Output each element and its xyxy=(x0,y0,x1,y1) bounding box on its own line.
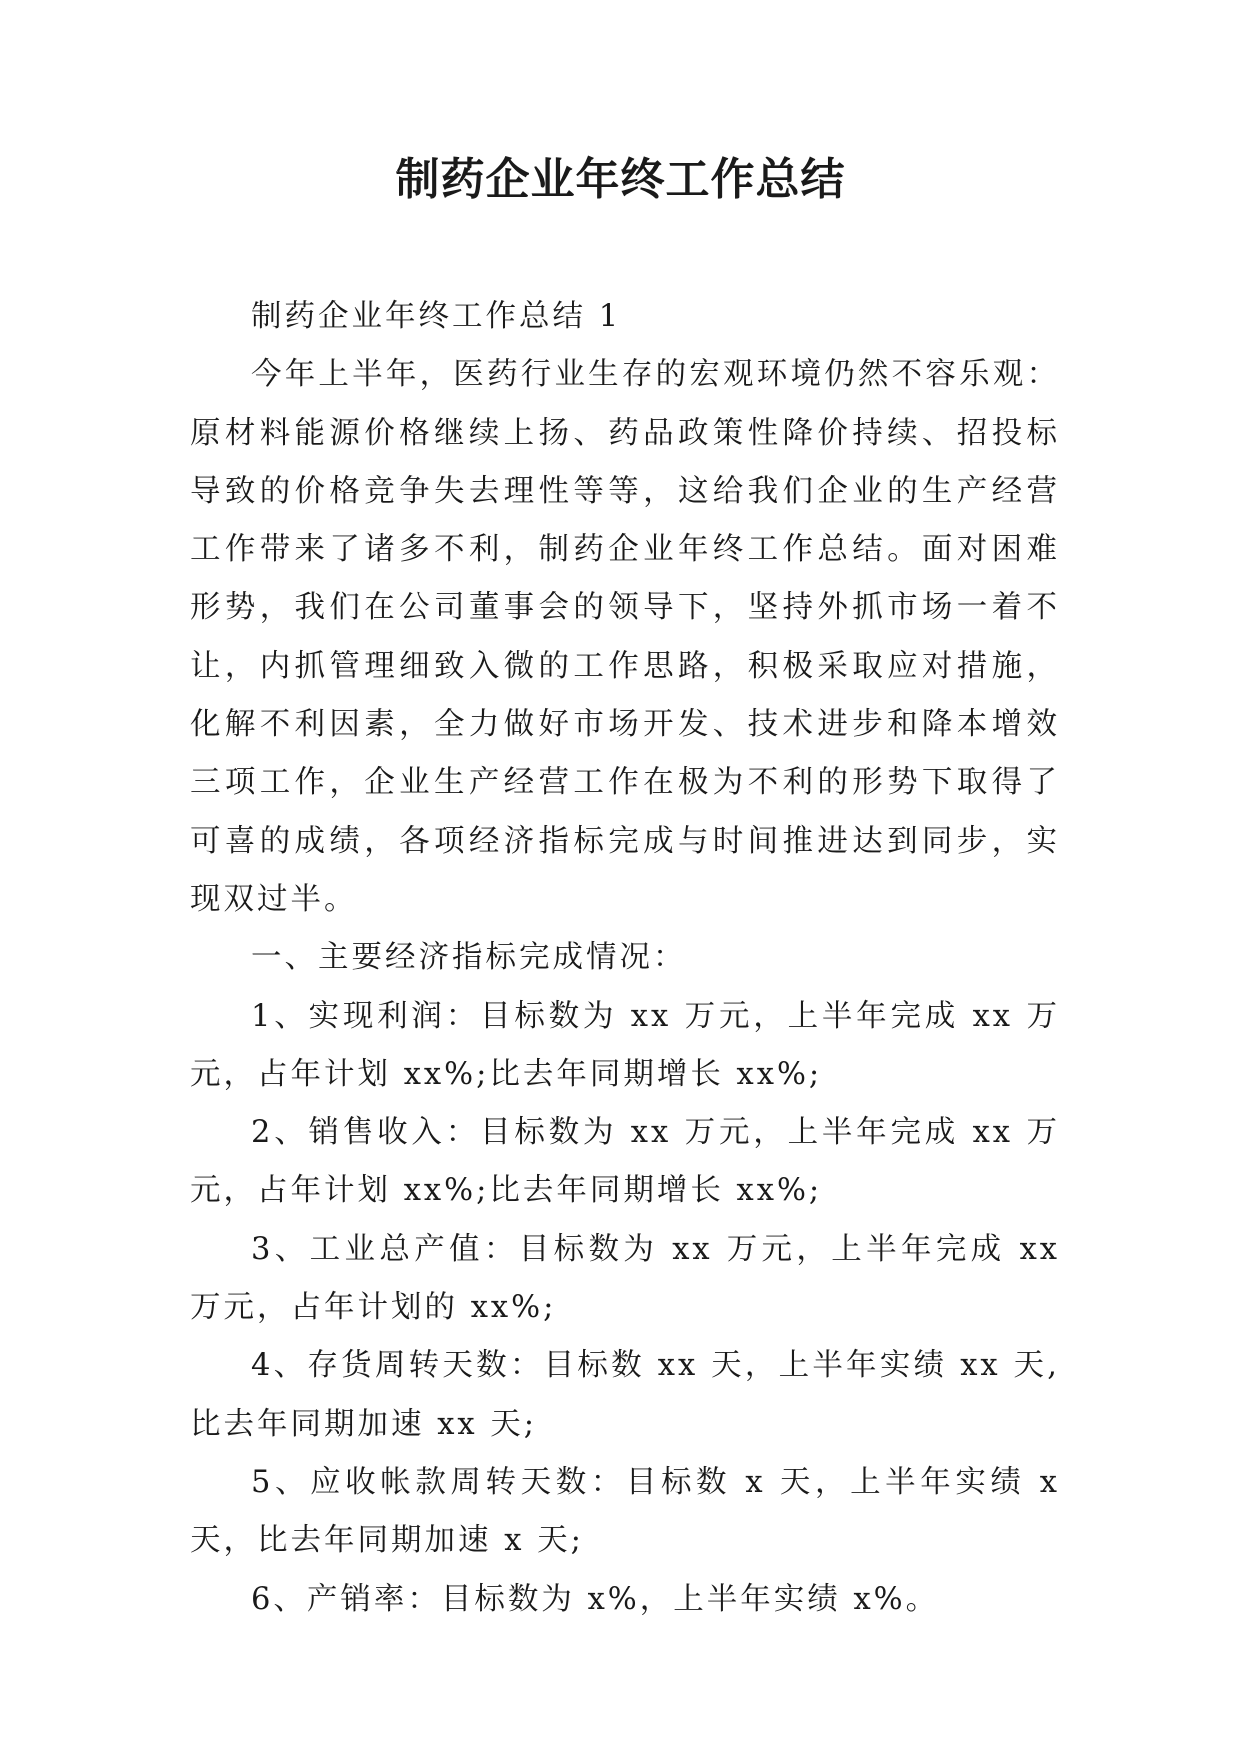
indicator-item-output-value: 3、工业总产值：目标数为 xx 万元，上半年完成 xx 万元，占年计划的 xx%; xyxy=(190,1231,1060,1326)
indicator-item-sales-ratio: 6、产销率：目标数为 x%，上半年实绩 x%。 xyxy=(251,1581,940,1617)
indicator-item-receivables-turnover: 5、应收帐款周转天数：目标数 x 天，上半年实绩 x 天，比去年同期加速 x 天; xyxy=(190,1464,1060,1559)
indicator-item-sales: 2、销售收入：目标数为 xx 万元，上半年完成 xx 万元，占年计划 xx%;比去年同期增长 xx%; xyxy=(190,1115,1060,1209)
subsection-heading: 一、主要经济指标完成情况： xyxy=(251,940,687,976)
indicator-item-profit: 1、实现利润：目标数为 xx 万元，上半年完成 xx 万元，占年计划 xx%;比去年同期增长 xx%; xyxy=(190,998,1060,1092)
document-body xyxy=(190,288,1060,1629)
section-heading: 制药企业年终工作总结 1 xyxy=(251,299,622,334)
indicator-item-inventory-turnover: 4、存货周转天数：目标数 xx 天，上半年实绩 xx 天,比去年同期加速 xx 天; xyxy=(190,1348,1060,1442)
document-title: 制药企业年终工作总结 xyxy=(395,154,846,205)
intro-paragraph: 今年上半年，医药行业生存的宏观环境仍然不容乐观：原材料能源价格继续上扬、药品政策性降价持续、招投标导致的价格竞争失去理性等等，这给我们企业的生产经营工作带来了诸多不利，制药企业年终工作总结。面对困难形势，我们在公司董事会的领导下，坚持外抓市场一着不让，内抓管理细致入微的工作思路，积极采取应对措施，化解不利因素，全力做好市场开发、技术进步和降本增效三项工作，企业生产经营工作在极为不利的形势下取得了可喜的成绩，各项经济指标完成与时间推进达到同步，实现双过半。 xyxy=(190,357,1060,917)
